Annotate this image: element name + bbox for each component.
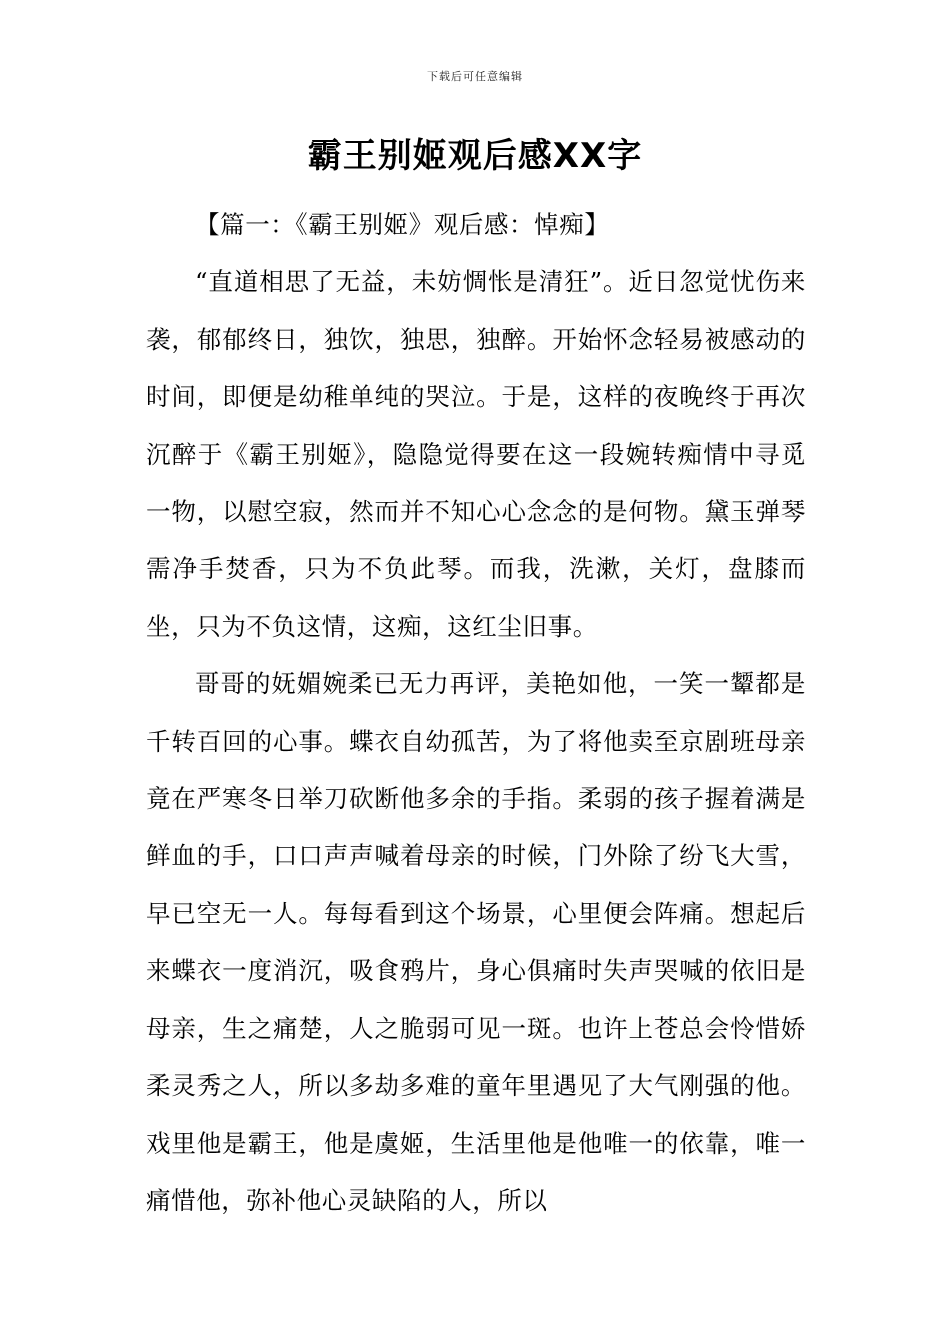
section-heading: 【篇一：《霸王别姬》观后感：悼痴】 — [195, 210, 610, 239]
document-body — [146, 196, 806, 1229]
paragraph-2: 哥哥的妩媚婉柔已无力再评，美艳如他，一笑一颦都是千转百回的心事。蝶衣自幼孤苦，为了将他卖至京剧班母亲竟在严寒冬日举刀砍断他多余的手指。柔弱的孩子握着满是鲜血的手，口口声声喊着母亲的时候，门外除了纷飞大雪，早已空无一人。每每看到这个场景，心里便会阵痛。想起后来蝶衣一度消沉，吸食鸦片，身心俱痛时失声哭喊的依旧是母亲，生之痛楚，人之脆弱可见一斑。也许上苍总会怜惜娇柔灵秀之人，所以多劫多难的童年里遇见了大气刚强的他。戏里他是霸王，他是虞姬，生活里他是他唯一的依靠，唯一痛惜他，弥补他心灵缺陷的人，所以 — [146, 669, 806, 1215]
paragraph-1: “直道相思了无益，未妨惆怅是清狂”。近日忽觉忧伤来袭，郁郁终日，独饮，独思，独醉。开始怀念轻易被感动的时间，即便是幼稚单纯的哭泣。于是，这样的夜晚终于再次沉醉于《霸王别姬》，隐隐觉得要在这一段婉转痴情中寻觅一物，以慰空寂，然而并不知心心念念的是何物。黛玉弹琴需净手焚香，只为不负此琴。而我，洗漱，关灯，盘膝而坐，只为不负这情，这痴，这红尘旧事。 — [146, 267, 806, 641]
header-note: 下载后可任意编辑 — [427, 70, 523, 83]
page-title: 霸王别姬观后感XX字 — [307, 136, 643, 176]
